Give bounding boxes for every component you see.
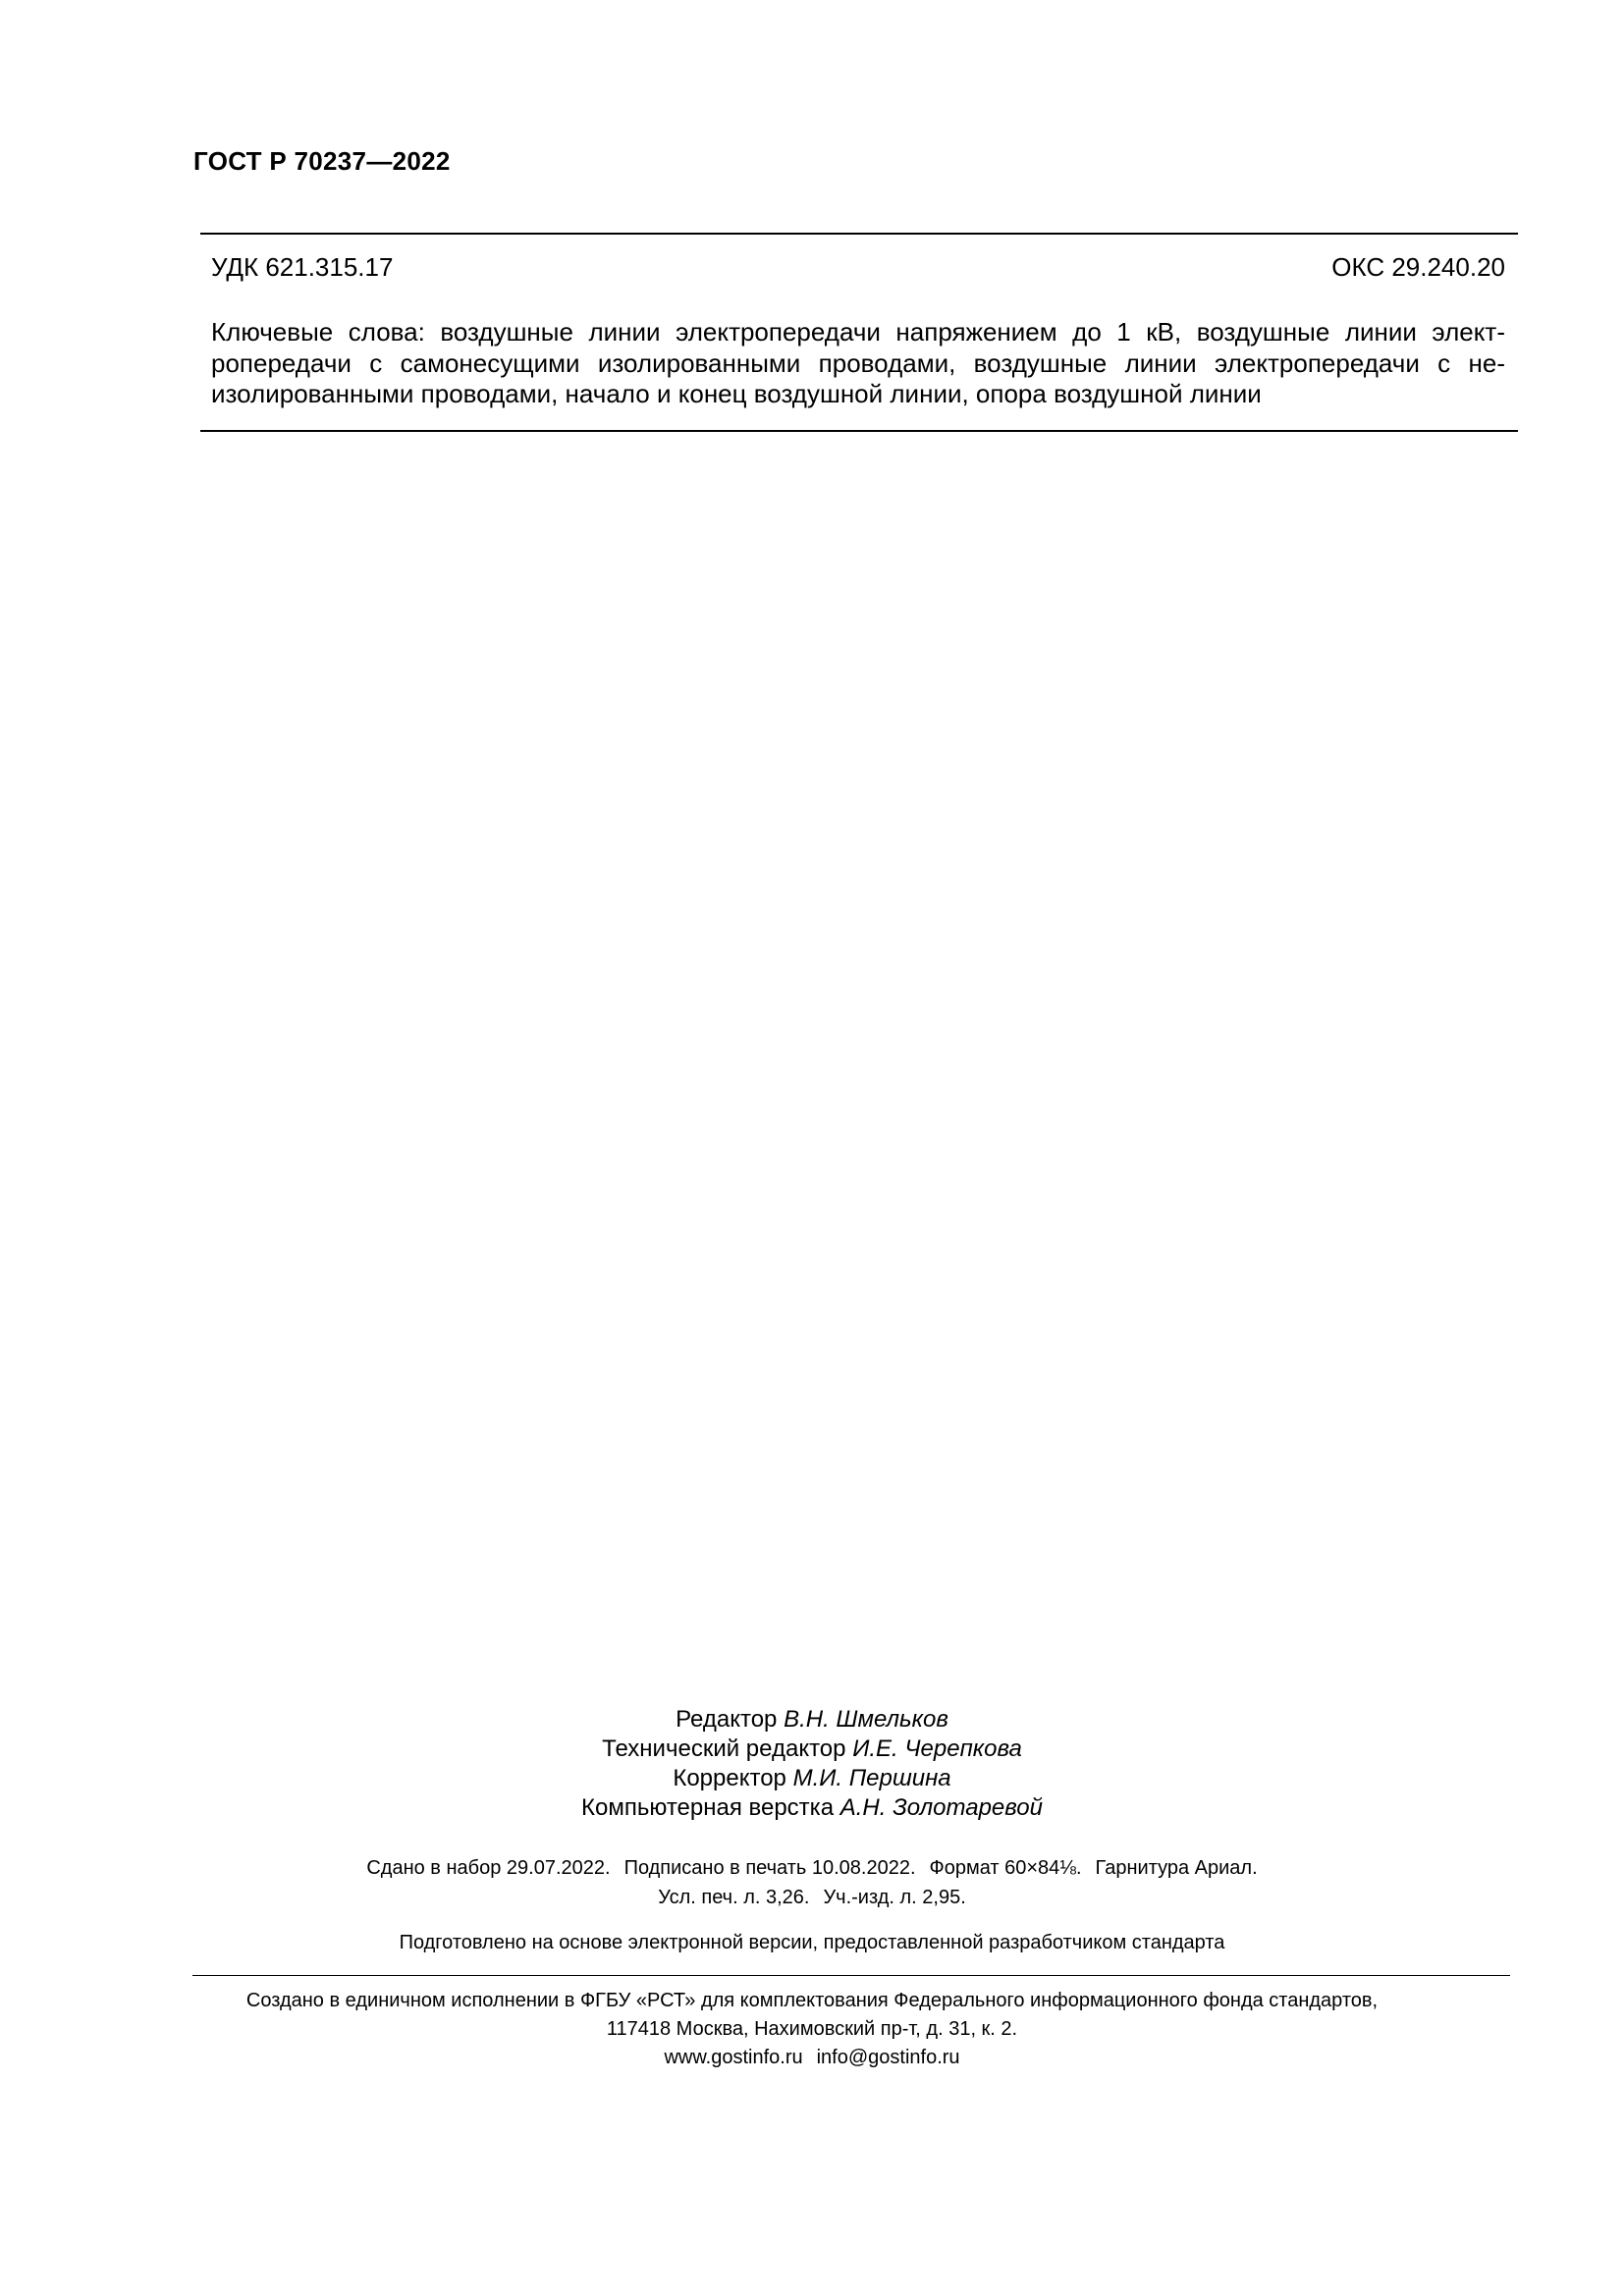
document-code: ГОСТ Р 70237—2022 [193,146,451,176]
udk-code: УДК 621.315.17 [211,252,394,282]
credit-layout [0,1793,1624,1823]
publisher-address: 117418 Москва, Нахимовский пр-т, д. 31, к. 2. [606,2018,1018,2040]
signed-date: Подписано в печать 10.08.2022. [623,1857,916,1879]
credit-role: Корректор [673,1765,786,1791]
print-info-line-1 [0,1853,1624,1883]
credit-proofreader [0,1764,1624,1793]
credit-role: Технический редактор [602,1735,846,1762]
credits-block [0,1705,1624,1823]
keywords-paragraph [211,317,1505,410]
publisher-block [0,1987,1624,2072]
keywords-line: ропередачи с самонесущими изолированными проводами, воздушные линии электропередачи с не- [211,347,1505,378]
oks-code: ОКС 29.240.20 [1331,252,1505,282]
print-info-block [0,1853,1624,1912]
submitted-date: Сдано в набор 29.07.2022. [366,1857,611,1879]
typeface: Гарнитура Ариал. [1095,1857,1258,1879]
credit-editor [0,1705,1624,1735]
credit-person: В.Н. Шмельков [784,1706,948,1733]
print-format: Формат 60×84⅛. [929,1857,1082,1879]
publisher-contacts [0,2044,1624,2072]
prepared-note: Подготовлено на основе электронной версии, предоставленной разработчиком стандарта [399,1932,1225,1953]
credit-technical-editor [0,1735,1624,1764]
credit-role: Компьютерная верстка [581,1794,835,1821]
publisher-statement: Создано в единичном исполнении в ФГБУ «РСТ» для комплектования Федерального информационного фонда стандартов, [245,1990,1379,2011]
publisher-website: www.gostinfo.ru [664,2047,803,2068]
bottom-divider [192,1975,1510,1976]
keywords-line: изолированными проводами, начало и конец воздушной линии, опора воздушной линии [211,379,1262,408]
publisher-email: info@gostinfo.ru [816,2047,960,2068]
keywords-divider [200,430,1518,432]
credit-role: Редактор [676,1706,778,1733]
credit-person: И.Е. Черепкова [852,1735,1022,1762]
print-info-line-2 [0,1883,1624,1912]
conventional-sheets: Усл. печ. л. 3,26. [658,1887,810,1908]
credit-person: М.И. Першина [792,1765,951,1791]
keywords-line: Ключевые слова: воздушные линии электропередачи напряжением до 1 кВ, воздушные линии элект- [211,317,1505,347]
top-divider [200,233,1518,235]
publishing-sheets: Уч.-изд. л. 2,95. [823,1887,966,1908]
credit-person: А.Н. Золотаревой [839,1794,1043,1821]
